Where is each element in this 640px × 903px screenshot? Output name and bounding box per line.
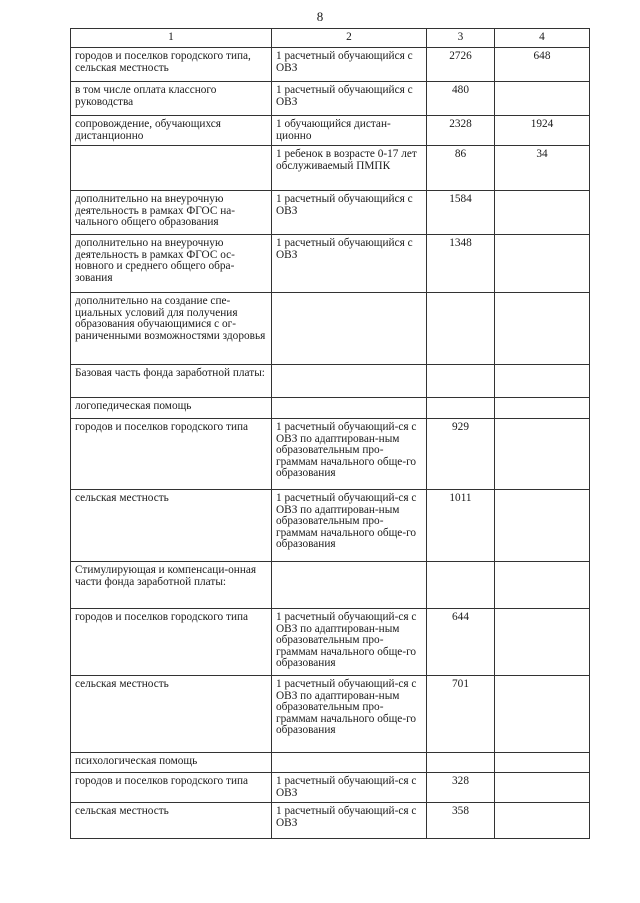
row-value-col4 <box>495 191 590 235</box>
row-value-col3: 328 <box>427 773 495 803</box>
table-row <box>71 116 590 146</box>
table-row <box>71 562 590 609</box>
row-description: Стимулирующая и компенсаци-онная части фонда заработной платы: <box>71 562 272 609</box>
row-value-col4: 1924 <box>495 116 590 146</box>
row-unit <box>272 753 427 773</box>
column-header-2: 2 <box>272 29 427 48</box>
table-row <box>71 398 590 419</box>
row-value-col4 <box>495 803 590 839</box>
row-value-col4 <box>495 676 590 753</box>
column-header-3: 3 <box>427 29 495 48</box>
row-unit: 1 расчетный обучающийся с ОВЗ <box>272 191 427 235</box>
row-value-col4 <box>495 773 590 803</box>
row-unit: 1 ребенок в возрасте 0-17 лет обслуживаемый ПМПК <box>272 146 427 191</box>
row-value-col3 <box>427 562 495 609</box>
row-value-col4 <box>495 235 590 293</box>
table-row <box>71 82 590 116</box>
row-value-col4 <box>495 293 590 365</box>
row-unit <box>272 293 427 365</box>
row-value-col3: 2328 <box>427 116 495 146</box>
table-row <box>71 773 590 803</box>
row-value-col3: 480 <box>427 82 495 116</box>
row-description: сопровождение, обучающихся дистанционно <box>71 116 272 146</box>
row-value-col3 <box>427 365 495 398</box>
row-unit: 1 расчетный обучающий-ся с ОВЗ по адаптирован-ным образовательным про-граммам начального обще-го образования <box>272 609 427 676</box>
row-value-col3: 1011 <box>427 490 495 562</box>
page-number: 8 <box>316 9 324 24</box>
row-description: дополнительно на внеурочную деятельность в рамках ФГОС ос-новного и среднего общего обра-зования <box>71 235 272 293</box>
row-value-col4 <box>495 562 590 609</box>
row-unit: 1 расчетный обучающий-ся с ОВЗ <box>272 773 427 803</box>
row-description: Базовая часть фонда заработной платы: <box>71 365 272 398</box>
row-unit <box>272 365 427 398</box>
row-unit: 1 расчетный обучающий-ся с ОВЗ по адаптирован-ным образовательным про-граммам начального обще-го образования <box>272 676 427 753</box>
row-unit: 1 расчетный обучающийся с ОВЗ <box>272 82 427 116</box>
row-value-col4 <box>495 82 590 116</box>
row-description: психологическая помощь <box>71 753 272 773</box>
row-value-col3 <box>427 398 495 419</box>
row-value-col3 <box>427 753 495 773</box>
row-unit: 1 расчетный обучающий-ся с ОВЗ по адаптирован-ным образовательным про-граммам начального обще-го образования <box>272 419 427 490</box>
table-row <box>71 235 590 293</box>
row-description: сельская местность <box>71 803 272 839</box>
row-value-col3 <box>427 293 495 365</box>
row-value-col4: 648 <box>495 48 590 82</box>
row-value-col4 <box>495 419 590 490</box>
row-description: дополнительно на создание спе-циальных условий для получения образования обучающимися с ог-раниченными возможностями здоровья <box>71 293 272 365</box>
row-value-col3: 644 <box>427 609 495 676</box>
rates-table <box>70 28 590 839</box>
column-header-1: 1 <box>71 29 272 48</box>
table-row <box>71 753 590 773</box>
table-row <box>71 146 590 191</box>
row-unit: 1 расчетный обучающийся с ОВЗ <box>272 48 427 82</box>
row-description: сельская местность <box>71 676 272 753</box>
row-value-col4 <box>495 753 590 773</box>
table-row <box>71 419 590 490</box>
table-row <box>71 293 590 365</box>
row-value-col3: 86 <box>427 146 495 191</box>
row-description: дополнительно на внеурочную деятельность в рамках ФГОС на-чального общего образования <box>71 191 272 235</box>
row-value-col3: 1584 <box>427 191 495 235</box>
row-description: сельская местность <box>71 490 272 562</box>
row-description: логопедическая помощь <box>71 398 272 419</box>
row-value-col3: 929 <box>427 419 495 490</box>
row-description: городов и поселков городского типа <box>71 773 272 803</box>
table-row <box>71 803 590 839</box>
table-row <box>71 365 590 398</box>
row-value-col4: 34 <box>495 146 590 191</box>
row-description: в том числе оплата классного руководства <box>71 82 272 116</box>
table-row <box>71 48 590 82</box>
row-unit: 1 расчетный обучающий-ся с ОВЗ <box>272 803 427 839</box>
row-value-col3: 358 <box>427 803 495 839</box>
row-unit: 1 обучающийся дистан-ционно <box>272 116 427 146</box>
row-unit: 1 расчетный обучающийся с ОВЗ <box>272 235 427 293</box>
row-description <box>71 146 272 191</box>
row-value-col4 <box>495 490 590 562</box>
table-row <box>71 676 590 753</box>
row-unit <box>272 562 427 609</box>
row-value-col3: 2726 <box>427 48 495 82</box>
table-row <box>71 609 590 676</box>
column-header-4: 4 <box>495 29 590 48</box>
row-value-col3: 701 <box>427 676 495 753</box>
table-row <box>71 191 590 235</box>
row-value-col4 <box>495 398 590 419</box>
row-unit: 1 расчетный обучающий-ся с ОВЗ по адаптирован-ным образовательным про-граммам начального обще-го образования <box>272 490 427 562</box>
column-header-row <box>71 29 590 48</box>
row-description: городов и поселков городского типа, сельская местность <box>71 48 272 82</box>
row-value-col3: 1348 <box>427 235 495 293</box>
row-description: городов и поселков городского типа <box>71 609 272 676</box>
row-value-col4 <box>495 365 590 398</box>
row-description: городов и поселков городского типа <box>71 419 272 490</box>
row-unit <box>272 398 427 419</box>
row-value-col4 <box>495 609 590 676</box>
table-row <box>71 490 590 562</box>
